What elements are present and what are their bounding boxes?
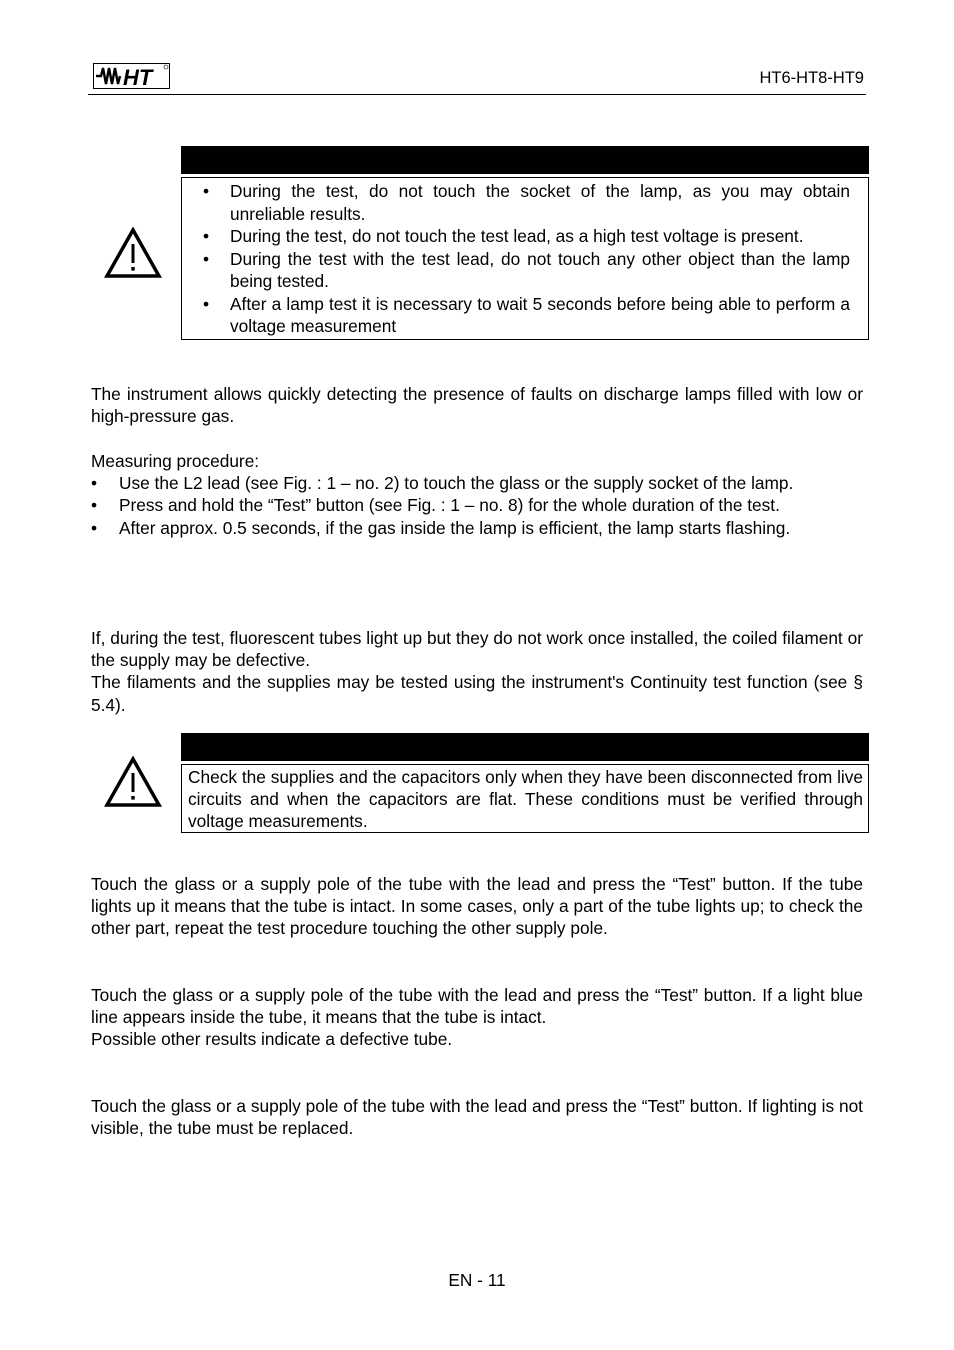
fluorescent-p2: The filaments and the supplies may be tested using the instrument's Continuity test function (see § 5.4). xyxy=(91,672,863,715)
page-number: EN - 11 xyxy=(448,1270,506,1290)
model-name: HT6-HT8-HT9 xyxy=(759,69,864,87)
warning-list xyxy=(182,180,868,338)
fluorescent-section xyxy=(91,627,863,716)
ht-logo xyxy=(93,63,171,89)
intro-paragraph: The instrument allows quickly detecting the presence of faults on discharge lamps filled with low or high-pressure gas. xyxy=(91,384,863,427)
tube-check-paragraph-c: Touch the glass or a supply pole of the tube with the lead and press the “Test” button. If lighting is not visible, the tube must be replaced. xyxy=(91,1096,863,1139)
warning-box-1 xyxy=(181,177,869,340)
warning-item: • During the test, do not touch the socket of the lamp, as you may obtain unreliable results. xyxy=(203,181,850,224)
warning-item: • After a lamp test it is necessary to wait 5 seconds before being able to perform a voltage measurement xyxy=(203,293,850,336)
procedure-step: • After approx. 0.5 seconds, if the gas inside the lamp is efficient, the lamp starts flashing. xyxy=(91,517,791,538)
procedure-step: • Use the L2 lead (see Fig. : 1 – no. 2) to touch the glass or the supply socket of the lamp. xyxy=(91,473,794,494)
procedure-title: Measuring procedure: xyxy=(91,451,260,471)
warning-triangle-icon xyxy=(104,227,162,279)
warning-header-bar xyxy=(181,146,869,174)
warning-triangle-icon xyxy=(104,756,162,808)
tube-check-paragraph-b xyxy=(91,984,863,1051)
procedure-steps xyxy=(91,472,863,539)
warning-item: • During the test with the test lead, do not touch any other object than the lamp being tested. xyxy=(203,248,850,291)
tube-check-paragraph-a: Touch the glass or a supply pole of the tube with the lead and press the “Test” button. If the tube lights up it means that the tube is intact. In some cases, only a part of the tube lights up; to check the other part, repeat the test procedure touching the other supply pole. xyxy=(91,874,863,939)
procedure-step: • Press and hold the “Test” button (see Fig. : 1 – no. 8) for the whole duration of the test. xyxy=(91,495,780,516)
procedure-section xyxy=(91,450,863,539)
header-divider xyxy=(88,94,866,95)
warning-box-2 xyxy=(181,764,869,833)
warning-item: • During the test, do not touch the test lead, as a high test voltage is present. xyxy=(203,226,804,246)
fluorescent-p1: If, during the test, fluorescent tubes light up but they do not work once installed, the coiled filament or the supply may be defective. xyxy=(91,628,863,671)
section-b-p1: Touch the glass or a supply pole of the tube with the lead and press the “Test” button. If a light blue line appears inside the tube, it means that the tube is intact. xyxy=(91,985,863,1028)
warning-text: Check the supplies and the capacitors only when they have been disconnected from live circuits and when the capacitors are flat. These conditions must be verified through voltage measurements. xyxy=(188,767,863,831)
section-b-p2: Possible other results indicate a defective tube. xyxy=(91,1029,453,1050)
logo-text: HT xyxy=(123,65,153,89)
warning-header-bar xyxy=(181,733,869,761)
